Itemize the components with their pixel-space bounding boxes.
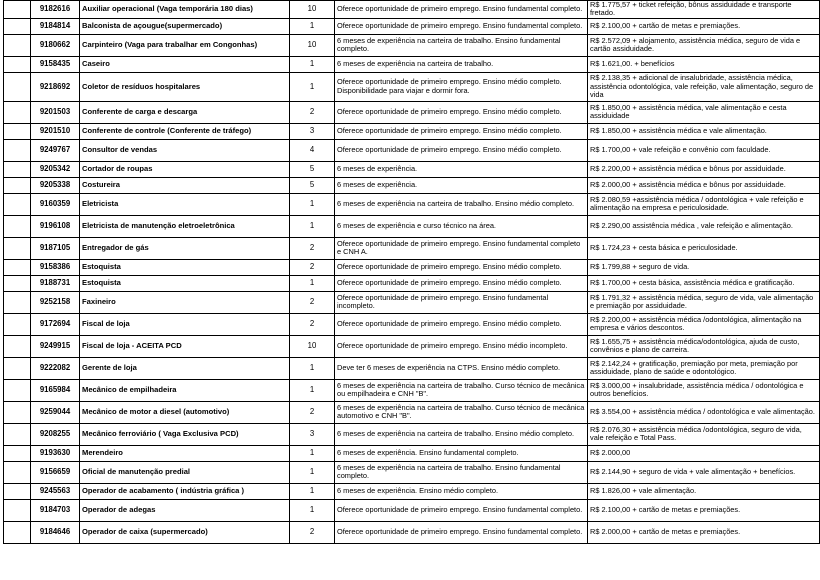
job-title-cell: Operador de adegas	[80, 499, 290, 521]
job-code-cell: 9158435	[31, 56, 80, 72]
job-title-cell: Operador de acabamento ( indústria gráfica )	[80, 483, 290, 499]
requirements-cell: Oferece oportunidade de primeiro emprego. Ensino médio completo.	[335, 275, 588, 291]
requirements-cell: Deve ter 6 meses de experiência na CTPS. Ensino médio completo.	[335, 357, 588, 379]
job-code-cell: 9182616	[31, 1, 80, 19]
requirements-cell: 6 meses de experiência.	[335, 161, 588, 177]
job-code-cell: 9180662	[31, 34, 80, 56]
table-row	[4, 335, 820, 357]
job-code-cell: 9205338	[31, 177, 80, 193]
job-code-cell: 9252158	[31, 291, 80, 313]
table-row	[4, 101, 820, 123]
requirements-cell: 6 meses de experiência na carteira de trabalho. Ensino médio completo.	[335, 423, 588, 445]
salary-benefits-cell: R$ 1.850,00 + assistência médica e vale alimentação.	[588, 123, 820, 139]
blank-cell	[4, 56, 31, 72]
requirements-cell: Oferece oportunidade de primeiro emprego. Ensino fundamental completo.	[335, 18, 588, 34]
requirements-cell: Oferece oportunidade de primeiro emprego. Ensino médio incompleto.	[335, 335, 588, 357]
salary-benefits-cell: R$ 3.554,00 + assistência médica / odontológica e vale alimentação.	[588, 401, 820, 423]
job-code-cell: 9158386	[31, 259, 80, 275]
job-code-cell: 9184703	[31, 499, 80, 521]
salary-benefits-cell: R$ 2.000,00	[588, 445, 820, 461]
vacancies-count-cell: 1	[290, 499, 335, 521]
job-title-cell: Operador de caixa (supermercado)	[80, 521, 290, 543]
table-body	[4, 1, 820, 544]
vacancies-count-cell: 5	[290, 177, 335, 193]
job-title-cell: Carpinteiro (Vaga para trabalhar em Congonhas)	[80, 34, 290, 56]
job-code-cell: 9259044	[31, 401, 80, 423]
job-code-cell: 9218692	[31, 72, 80, 101]
salary-benefits-cell: R$ 2.080,59 +assistência médica / odontológica + vale refeição e alimentação na empresa e periculosidade.	[588, 193, 820, 215]
table-row	[4, 161, 820, 177]
salary-benefits-cell: R$ 2.100,00 + cartão de metas e premiações.	[588, 18, 820, 34]
vacancies-count-cell: 1	[290, 461, 335, 483]
salary-benefits-cell: R$ 2.138,35 + adicional de insalubridade, assistência médica, assistência odontológica, vale refeição, vale alimentação, seguro de vida	[588, 72, 820, 101]
job-title-cell: Entregador de gás	[80, 237, 290, 259]
requirements-cell: Oferece oportunidade de primeiro emprego. Ensino fundamental completo e CNH A.	[335, 237, 588, 259]
table-row	[4, 483, 820, 499]
requirements-cell: 6 meses de experiência na carteira de trabalho.	[335, 56, 588, 72]
vacancies-count-cell: 1	[290, 18, 335, 34]
job-code-cell: 9156659	[31, 461, 80, 483]
job-title-cell: Oficial de manutenção predial	[80, 461, 290, 483]
job-title-cell: Mecânico ferroviário ( Vaga Exclusiva PCD)	[80, 423, 290, 445]
table-row	[4, 237, 820, 259]
blank-cell	[4, 237, 31, 259]
table-row	[4, 357, 820, 379]
blank-cell	[4, 1, 31, 19]
blank-cell	[4, 357, 31, 379]
requirements-cell: 6 meses de experiência na carteira de trabalho. Ensino fundamental completo.	[335, 461, 588, 483]
blank-cell	[4, 379, 31, 401]
job-title-cell: Eletricista de manutenção eletroeletrônica	[80, 215, 290, 237]
requirements-cell: Oferece oportunidade de primeiro emprego. Ensino médio completo.	[335, 123, 588, 139]
table-row	[4, 18, 820, 34]
table-row	[4, 193, 820, 215]
requirements-cell: 6 meses de experiência. Ensino médio completo.	[335, 483, 588, 499]
blank-cell	[4, 193, 31, 215]
job-code-cell: 9245563	[31, 483, 80, 499]
job-code-cell: 9249767	[31, 139, 80, 161]
salary-benefits-cell: R$ 3.000,00 + insalubridade, assistência médica / odontológica e outros benefícios.	[588, 379, 820, 401]
job-title-cell: Mecânico de empilhadeira	[80, 379, 290, 401]
table-row	[4, 139, 820, 161]
job-title-cell: Auxiliar operacional (Vaga temporária 180 dias)	[80, 1, 290, 19]
blank-cell	[4, 499, 31, 521]
salary-benefits-cell: R$ 1.700,00 + cesta básica, assistência médica e gratificação.	[588, 275, 820, 291]
salary-benefits-cell: R$ 2.572,09 + alojamento, assistência médica, seguro de vida e cartão assiduidade.	[588, 34, 820, 56]
vacancies-count-cell: 10	[290, 335, 335, 357]
requirements-cell: 6 meses de experiência. Ensino fundamental completo.	[335, 445, 588, 461]
table-row	[4, 72, 820, 101]
table-row	[4, 499, 820, 521]
salary-benefits-cell: R$ 2.076,30 + assistência médica /odontológica, seguro de vida, vale refeição e Total Pass.	[588, 423, 820, 445]
table-row	[4, 291, 820, 313]
vacancies-count-cell: 2	[290, 521, 335, 543]
job-code-cell: 9201510	[31, 123, 80, 139]
blank-cell	[4, 123, 31, 139]
blank-cell	[4, 275, 31, 291]
job-code-cell: 9208255	[31, 423, 80, 445]
table-row	[4, 259, 820, 275]
job-title-cell: Coletor de resíduos hospitalares	[80, 72, 290, 101]
blank-cell	[4, 423, 31, 445]
blank-cell	[4, 521, 31, 543]
job-title-cell: Conferente de controle (Conferente de tráfego)	[80, 123, 290, 139]
salary-benefits-cell: R$ 1.700,00 + vale refeição e convênio com faculdade.	[588, 139, 820, 161]
requirements-cell: 6 meses de experiência.	[335, 177, 588, 193]
job-code-cell: 9205342	[31, 161, 80, 177]
salary-benefits-cell: R$ 2.000,00 + cartão de metas e premiações.	[588, 521, 820, 543]
job-code-cell: 9249915	[31, 335, 80, 357]
salary-benefits-cell: R$ 1.850,00 + assistência médica, vale alimentação e cesta assiduidade	[588, 101, 820, 123]
salary-benefits-cell: R$ 2.290,00 assistência médica , vale refeição e alimentação.	[588, 215, 820, 237]
salary-benefits-cell: R$ 2.100,00 + cartão de metas e premiações.	[588, 499, 820, 521]
table-row	[4, 521, 820, 543]
requirements-cell: 6 meses de experiência na carteira de trabalho. Ensino fundamental completo.	[335, 34, 588, 56]
vacancies-count-cell: 5	[290, 161, 335, 177]
salary-benefits-cell: R$ 1.775,57 + ticket refeição, bônus assiduidade e transporte fretado.	[588, 1, 820, 19]
vacancies-count-cell: 1	[290, 72, 335, 101]
blank-cell	[4, 18, 31, 34]
job-title-cell: Gerente de loja	[80, 357, 290, 379]
blank-cell	[4, 259, 31, 275]
job-code-cell: 9193630	[31, 445, 80, 461]
salary-benefits-cell: R$ 2.200,00 + assistência médica e bônus por assiduidade.	[588, 161, 820, 177]
job-code-cell: 9222082	[31, 357, 80, 379]
job-code-cell: 9165984	[31, 379, 80, 401]
vacancies-count-cell: 1	[290, 357, 335, 379]
job-title-cell: Faxineiro	[80, 291, 290, 313]
table-row	[4, 445, 820, 461]
requirements-cell: Oferece oportunidade de primeiro emprego. Ensino fundamental completo.	[335, 1, 588, 19]
vacancies-count-cell: 1	[290, 215, 335, 237]
blank-cell	[4, 139, 31, 161]
job-code-cell: 9188731	[31, 275, 80, 291]
salary-benefits-cell: R$ 1.724,23 + cesta básica e periculosidade.	[588, 237, 820, 259]
blank-cell	[4, 101, 31, 123]
job-code-cell: 9196108	[31, 215, 80, 237]
requirements-cell: Oferece oportunidade de primeiro emprego. Ensino fundamental completo.	[335, 499, 588, 521]
blank-cell	[4, 215, 31, 237]
vacancies-count-cell: 2	[290, 291, 335, 313]
table-row	[4, 34, 820, 56]
job-code-cell: 9172694	[31, 313, 80, 335]
vacancies-count-cell: 1	[290, 275, 335, 291]
blank-cell	[4, 34, 31, 56]
salary-benefits-cell: R$ 1.621,00. + benefícios	[588, 56, 820, 72]
requirements-cell: 6 meses de experiência na carteira de trabalho. Curso técnico de mecânica ou empilhadeira e CNH "B".	[335, 379, 588, 401]
requirements-cell: Oferece oportunidade de primeiro emprego. Ensino médio completo.	[335, 313, 588, 335]
requirements-cell: Oferece oportunidade de primeiro emprego. Ensino médio completo.	[335, 101, 588, 123]
job-code-cell: 9184814	[31, 18, 80, 34]
job-title-cell: Caseiro	[80, 56, 290, 72]
vacancies-count-cell: 4	[290, 139, 335, 161]
vacancies-count-cell: 10	[290, 1, 335, 19]
requirements-cell: Oferece oportunidade de primeiro emprego. Ensino médio completo.	[335, 259, 588, 275]
job-title-cell: Costureira	[80, 177, 290, 193]
table-row	[4, 461, 820, 483]
job-title-cell: Balconista de açougue(supermercado)	[80, 18, 290, 34]
vacancies-count-cell: 1	[290, 445, 335, 461]
table-row	[4, 56, 820, 72]
vacancies-count-cell: 10	[290, 34, 335, 56]
job-code-cell: 9201503	[31, 101, 80, 123]
vacancies-count-cell: 2	[290, 237, 335, 259]
job-title-cell: Fiscal de loja	[80, 313, 290, 335]
vacancies-count-cell: 1	[290, 379, 335, 401]
table-row	[4, 123, 820, 139]
salary-benefits-cell: R$ 1.799,88 + seguro de vida.	[588, 259, 820, 275]
vacancies-count-cell: 1	[290, 193, 335, 215]
blank-cell	[4, 335, 31, 357]
job-title-cell: Estoquista	[80, 275, 290, 291]
blank-cell	[4, 401, 31, 423]
table-row	[4, 401, 820, 423]
job-title-cell: Mecânico de motor a diesel (automotivo)	[80, 401, 290, 423]
requirements-cell: 6 meses de experiência na carteira de trabalho. Curso técnico de mecânica automotivo e CNH "B".	[335, 401, 588, 423]
vacancies-count-cell: 2	[290, 259, 335, 275]
job-title-cell: Merendeiro	[80, 445, 290, 461]
job-vacancies-table	[3, 0, 820, 544]
vacancies-count-cell: 2	[290, 401, 335, 423]
table-row	[4, 1, 820, 19]
requirements-cell: Oferece oportunidade de primeiro emprego. Ensino médio completo. Disponibilidade para viajar e dormir fora.	[335, 72, 588, 101]
table-row	[4, 177, 820, 193]
blank-cell	[4, 313, 31, 335]
blank-cell	[4, 161, 31, 177]
salary-benefits-cell: R$ 2.144,90 + seguro de vida + vale alimentação + benefícios.	[588, 461, 820, 483]
salary-benefits-cell: R$ 2.200,00 + assistência médica /odontológica, alimentação na empresa e vários descontos.	[588, 313, 820, 335]
salary-benefits-cell: R$ 1.655,75 + assistência médica/odontológica, ajuda de custo, convênios e plano de carreira.	[588, 335, 820, 357]
requirements-cell: Oferece oportunidade de primeiro emprego. Ensino fundamental completo.	[335, 521, 588, 543]
blank-cell	[4, 291, 31, 313]
requirements-cell: Oferece oportunidade de primeiro emprego. Ensino médio completo.	[335, 139, 588, 161]
requirements-cell: 6 meses de experiência na carteira de trabalho. Ensino médio completo.	[335, 193, 588, 215]
job-code-cell: 9184646	[31, 521, 80, 543]
table-row	[4, 379, 820, 401]
blank-cell	[4, 461, 31, 483]
job-code-cell: 9187105	[31, 237, 80, 259]
vacancies-count-cell: 3	[290, 123, 335, 139]
blank-cell	[4, 445, 31, 461]
table-row	[4, 423, 820, 445]
job-title-cell: Fiscal de loja - ACEITA PCD	[80, 335, 290, 357]
salary-benefits-cell: R$ 2.000,00 + assistência médica e bônus por assiduidade.	[588, 177, 820, 193]
job-title-cell: Conferente de carga e descarga	[80, 101, 290, 123]
table-row	[4, 215, 820, 237]
vacancies-count-cell: 3	[290, 423, 335, 445]
blank-cell	[4, 483, 31, 499]
requirements-cell: 6 meses de experiência e curso técnico na área.	[335, 215, 588, 237]
job-title-cell: Consultor de vendas	[80, 139, 290, 161]
vacancies-count-cell: 2	[290, 101, 335, 123]
vacancies-count-cell: 1	[290, 56, 335, 72]
salary-benefits-cell: R$ 1.791,32 + assistência médica, seguro de vida, vale alimentação e premiação por assiduidade.	[588, 291, 820, 313]
blank-cell	[4, 177, 31, 193]
vacancies-count-cell: 2	[290, 313, 335, 335]
table-row	[4, 313, 820, 335]
job-title-cell: Eletricista	[80, 193, 290, 215]
vacancies-count-cell: 1	[290, 483, 335, 499]
salary-benefits-cell: R$ 1.826,00 + vale alimentação.	[588, 483, 820, 499]
salary-benefits-cell: R$ 2.142,24 + gratificação, premiação por meta, premiação por assiduidade, plano de saúde e odontológico.	[588, 357, 820, 379]
table-row	[4, 275, 820, 291]
requirements-cell: Oferece oportunidade de primeiro emprego. Ensino fundamental incompleto.	[335, 291, 588, 313]
blank-cell	[4, 72, 31, 101]
job-code-cell: 9160359	[31, 193, 80, 215]
job-title-cell: Estoquista	[80, 259, 290, 275]
job-title-cell: Cortador de roupas	[80, 161, 290, 177]
